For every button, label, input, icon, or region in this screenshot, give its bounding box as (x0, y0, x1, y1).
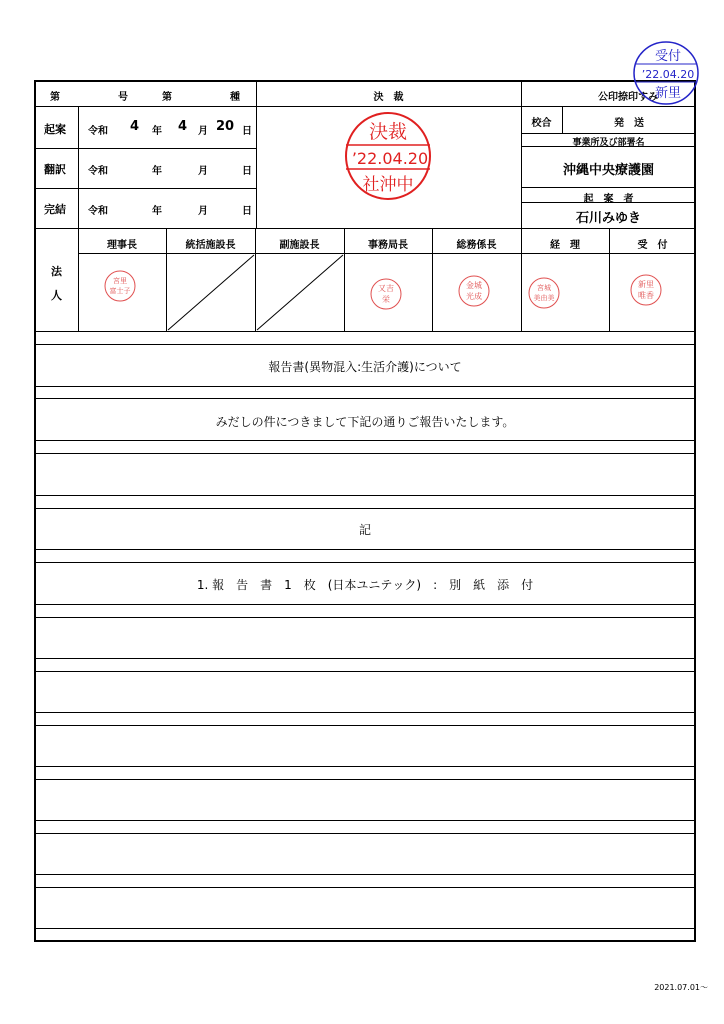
ki-heading: 記 (358, 523, 371, 537)
role-tokatsu: 統括施設長 (185, 240, 236, 251)
divider (34, 495, 696, 496)
divider (34, 766, 696, 767)
seal-uketsuke-icon (628, 272, 664, 308)
svg-text:唯香: 唯香 (638, 291, 654, 300)
divider (34, 725, 696, 726)
label-shu: 種 (230, 92, 240, 103)
divider (521, 133, 696, 134)
tsuki-label: 月 (198, 206, 208, 217)
divider (34, 331, 696, 332)
svg-text:金城: 金城 (466, 281, 482, 290)
seal-rijicho-icon (102, 268, 138, 304)
koin-label: 公印捺印すみ (598, 92, 658, 103)
divider (34, 344, 696, 345)
divider (34, 549, 696, 550)
divider (34, 106, 696, 107)
hi-label: 日 (242, 206, 252, 217)
tsuki-label: 月 (198, 126, 208, 137)
divider (34, 148, 256, 149)
divider (34, 604, 696, 605)
divider (34, 440, 696, 441)
seal-somukakaricho-icon (456, 273, 492, 309)
strike-tokatsu (166, 253, 255, 331)
kessai-heading: 決 裁 (373, 92, 404, 103)
role-jimukyokucho: 事務局長 (368, 240, 408, 251)
divider (34, 453, 696, 454)
divider (34, 671, 696, 672)
divider (34, 617, 696, 618)
attachment-item: 1. 報 告 書 1 枚 (日本ユニテック) : 別 紙 添 付 (196, 578, 534, 592)
kian-day: 20 (216, 119, 235, 134)
kessai-date-stamp-icon (334, 109, 446, 201)
uketsuke-date-stamp-icon (631, 40, 705, 108)
divider (521, 187, 696, 188)
reiwa-label: 令和 (88, 126, 108, 137)
divider (34, 874, 696, 875)
tsuki-label: 月 (198, 166, 208, 177)
label-honyaku: 翻訳 (44, 163, 66, 176)
svg-text:新里: 新里 (654, 86, 682, 101)
houjin-char-1: 法 (51, 265, 62, 278)
svg-text:’22.04.20: ’22.04.20 (351, 149, 429, 168)
hassou-label: 発 送 (614, 118, 644, 129)
label-dai: 第 (50, 92, 60, 103)
svg-text:美由美: 美由美 (533, 294, 555, 302)
reiwa-label: 令和 (88, 166, 108, 177)
label-go: 号 (118, 92, 128, 103)
divider (34, 820, 696, 821)
nen-label: 年 (152, 206, 162, 217)
svg-text:決裁: 決裁 (368, 121, 408, 143)
report-title: 報告書(異物混入:生活介護)について (268, 360, 462, 374)
label-kanketsu: 完結 (44, 203, 66, 216)
hi-label: 日 (242, 126, 252, 137)
role-somukakaricho: 総務係長 (456, 240, 497, 251)
label-dai2: 第 (162, 92, 172, 103)
role-rijicho: 理事長 (107, 240, 137, 251)
divider (78, 106, 79, 228)
svg-text:新里: 新里 (638, 280, 654, 289)
divider (34, 928, 696, 929)
divider (34, 887, 696, 888)
svg-text:宮里: 宮里 (113, 277, 127, 285)
kougou-label: 校合 (531, 118, 552, 129)
nen-label: 年 (152, 166, 162, 177)
divider (34, 398, 696, 399)
divider (34, 712, 696, 713)
role-uketsuke: 受 付 (637, 240, 668, 251)
kian-month: 4 (178, 119, 188, 134)
report-message: みだしの件につきまして下記の通りご報告いたします。 (215, 415, 515, 429)
office-name: 沖縄中央療護園 (562, 163, 654, 178)
drafter-label: 起 案 者 (583, 194, 634, 205)
drafter-name: 石川みゆき (575, 211, 641, 226)
role-keiri: 経 理 (550, 240, 580, 251)
divider (34, 228, 696, 229)
svg-text:又吉: 又吉 (378, 284, 394, 293)
office-label: 事業所及び部署名 (572, 138, 645, 148)
svg-text:’22.04.20: ’22.04.20 (641, 68, 695, 81)
houjin-char-2: 人 (51, 289, 62, 302)
svg-text:宮城: 宮城 (537, 284, 551, 292)
divider (34, 508, 696, 509)
divider (34, 562, 696, 563)
divider (34, 779, 696, 780)
divider (521, 80, 522, 228)
divider (34, 386, 696, 387)
svg-text:栄: 栄 (382, 295, 390, 304)
reiwa-label: 令和 (88, 206, 108, 217)
seal-keiri-icon (526, 275, 562, 311)
seal-jimukyokucho-icon (368, 276, 404, 312)
label-kian: 起案 (44, 123, 66, 136)
form-version: 2021.07.01～ (654, 983, 708, 992)
svg-text:社沖中: 社沖中 (362, 175, 414, 195)
divider (34, 188, 256, 189)
nen-label: 年 (152, 126, 162, 137)
svg-text:受付: 受付 (654, 49, 682, 64)
role-fukushisetsucho: 副施設長 (279, 240, 320, 251)
strike-fukushisetsucho (255, 253, 344, 331)
divider (34, 658, 696, 659)
kian-year: 4 (130, 119, 140, 134)
svg-text:富士子: 富士子 (109, 287, 131, 295)
divider (34, 833, 696, 834)
svg-text:光成: 光成 (466, 292, 482, 301)
hi-label: 日 (242, 166, 252, 177)
